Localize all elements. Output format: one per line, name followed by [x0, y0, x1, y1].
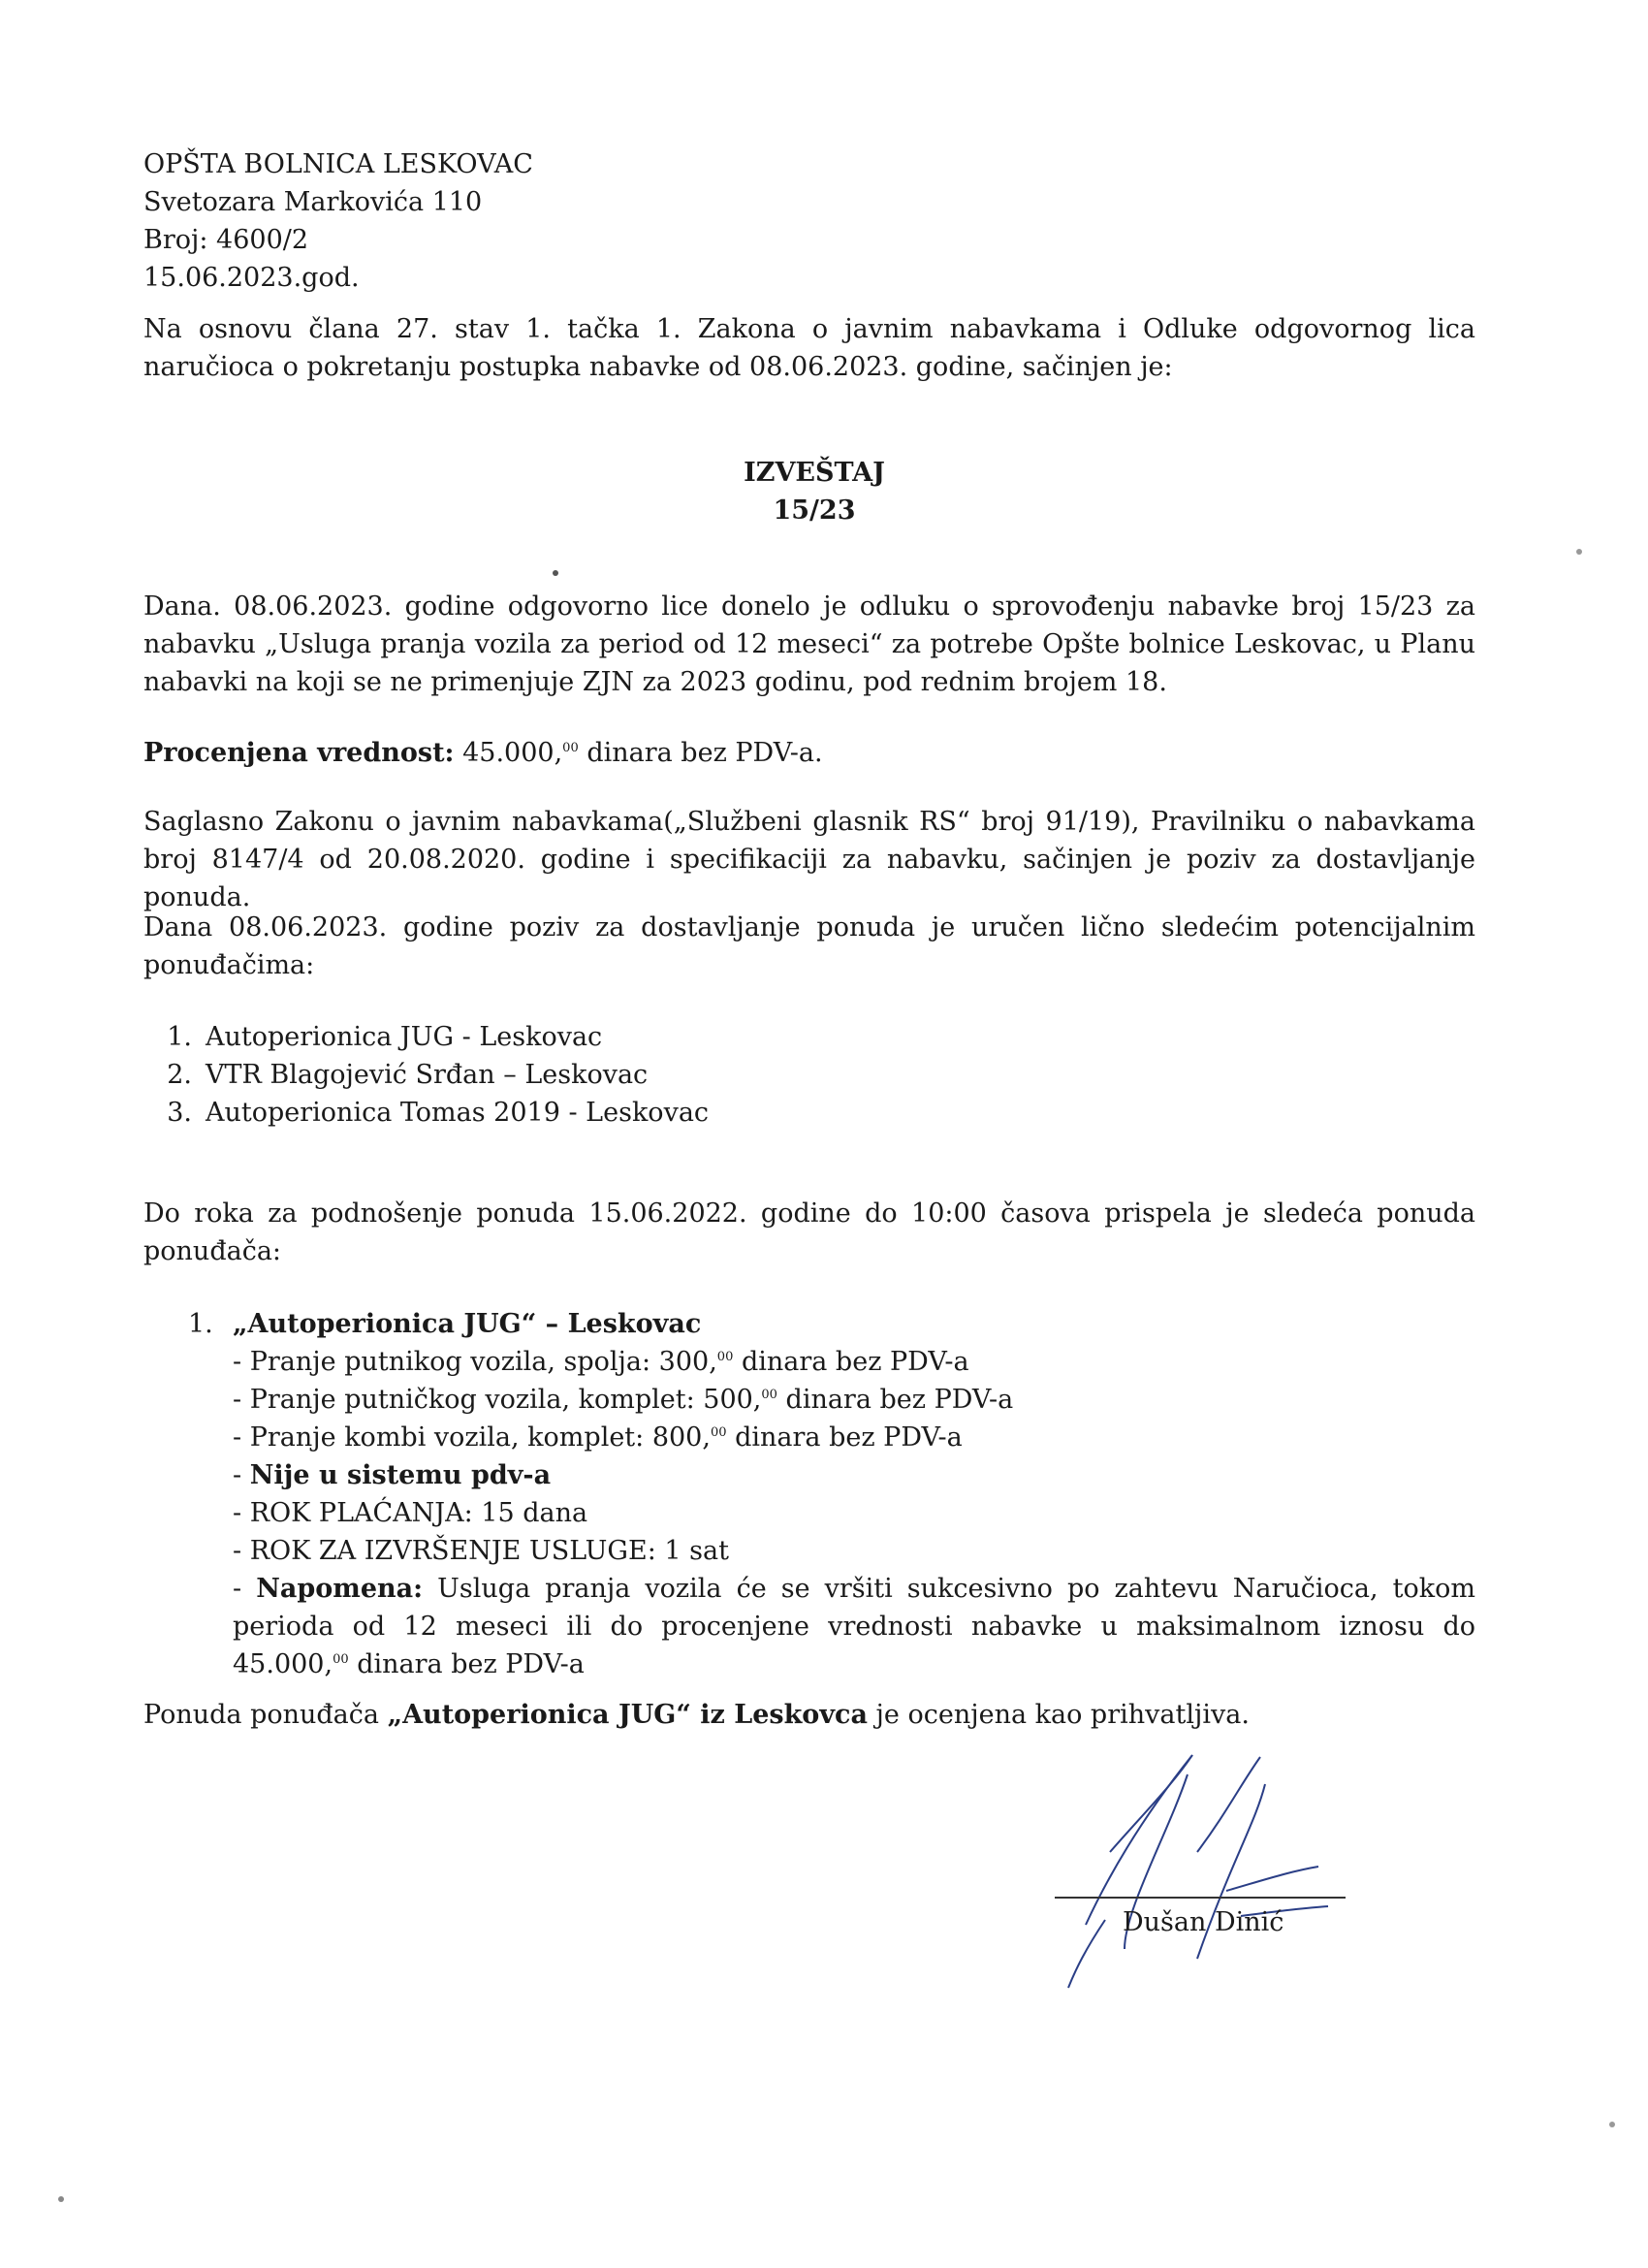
offer-execution-term: - ROK ZA IZVRŠENJE USLUGE: 1 sat	[233, 1536, 729, 1566]
report-number: 15/23	[773, 495, 856, 526]
offer-note: - Napomena: Usluga pranja vozila će se vršiti sukcesivno po zahtevu Naručioca, tokom perioda od 12 meseci ili do procenjene vrednosti nabavke u maksimalnom iznosu do 45.000,00 dinara bez PDV-a	[233, 1574, 1475, 1679]
estimated-value-label: Procenjena vrednost:	[143, 738, 455, 768]
list-item-name: Autoperionica Tomas 2019 - Leskovac	[206, 1098, 710, 1128]
scan-speck	[1609, 2122, 1615, 2127]
list-item-name: Autoperionica JUG - Leskovac	[206, 1022, 603, 1052]
estimated-value-decimals: 00	[562, 741, 579, 755]
list-item	[143, 1056, 1475, 1094]
invite-paragraph: Dana 08.06.2023. godine poziv za dostavljanje ponuda je uručen lično sledećim potencijalnim ponuđačima:	[143, 912, 1475, 980]
offer-price-line: - Pranje kombi vozila, komplet: 800,00 dinara bez PDV-a	[233, 1422, 963, 1453]
offer-price-line: - Pranje putnikog vozila, spolja: 300,00 dinara bez PDV-a	[233, 1347, 969, 1377]
institution-address: Svetozara Markovića 110	[143, 187, 483, 217]
signatory-name: Dušan Dinić	[1123, 1907, 1284, 1937]
document-number: Broj: 4600/2	[143, 225, 309, 255]
conclusion-paragraph: Ponuda ponuđača „Autoperionica JUG“ iz Leskovca je ocenjena kao prihvatljiva.	[143, 1700, 1250, 1730]
law-paragraph: Saglasno Zakonu o javnim nabavkama(„Službeni glasnik RS“ broj 91/19), Pravilniku o nabavkama broj 8147/4 od 20.08.2020. godine i specifikaciji za nabavku, sačinjen je poziv za dostavljanje ponuda.	[143, 807, 1475, 912]
list-item-number: 2.	[167, 1060, 192, 1090]
report-title: IZVEŠTAJ	[744, 458, 885, 488]
offer-price-line: - Pranje putničkog vozila, komplet: 500,00 dinara bez PDV-a	[233, 1385, 1014, 1415]
estimated-value-suffix: dinara bez PDV-a.	[586, 738, 823, 768]
offer-details	[233, 1343, 1475, 1683]
conclusion-bidder: „Autoperionica JUG“ iz Leskovca	[387, 1700, 868, 1730]
signature-line	[1055, 1897, 1346, 1899]
invited-bidders-list	[143, 1018, 1475, 1132]
scan-speck	[58, 2196, 64, 2202]
scan-speck	[553, 570, 558, 576]
scan-speck	[1576, 549, 1582, 555]
list-item	[143, 1094, 1475, 1132]
offer-header	[143, 1305, 1475, 1343]
offer-number: 1.	[188, 1309, 213, 1339]
list-item	[143, 1018, 1475, 1056]
handwritten-signature	[1008, 1745, 1396, 1997]
list-item-number: 3.	[167, 1098, 192, 1128]
estimated-value	[143, 734, 1475, 772]
offer-payment-term: - ROK PLAĆANJA: 15 dana	[233, 1498, 588, 1528]
letterhead	[143, 145, 1475, 297]
deadline-paragraph: Do roka za podnošenje ponuda 15.06.2022. godine do 10:00 časova prispela je sledeća ponuda ponuđača:	[143, 1198, 1475, 1266]
document-date: 15.06.2023.god.	[143, 263, 360, 293]
list-item-number: 1.	[167, 1022, 192, 1052]
list-item-name: VTR Blagojević Srđan – Leskovac	[206, 1060, 649, 1090]
offer-vat-note: - Nije u sistemu pdv-a	[233, 1460, 552, 1490]
decision-paragraph: Dana. 08.06.2023. godine odgovorno lice donelo je odluku o sprovođenju nabavke broj 15/23 za nabavku „Usluga pranja vozila za period od 12 meseci“ za potrebe Opšte bolnice Leskovac, u Planu nabavki na koji se ne primenjuje ZJN za 2023 godinu, pod rednim brojem 18.	[143, 591, 1475, 697]
institution-name: OPŠTA BOLNICA LESKOVAC	[143, 149, 533, 179]
offer-bidder: „Autoperionica JUG“ – Leskovac	[233, 1309, 702, 1339]
estimated-value-amount: 45.000,	[462, 738, 563, 768]
intro-paragraph: Na osnovu člana 27. stav 1. tačka 1. Zakona o javnim nabavkama i Odluke odgovornog lica naručioca o pokretanju postupka nabavke od 08.06.2023. godine, sačinjen je:	[143, 314, 1475, 382]
